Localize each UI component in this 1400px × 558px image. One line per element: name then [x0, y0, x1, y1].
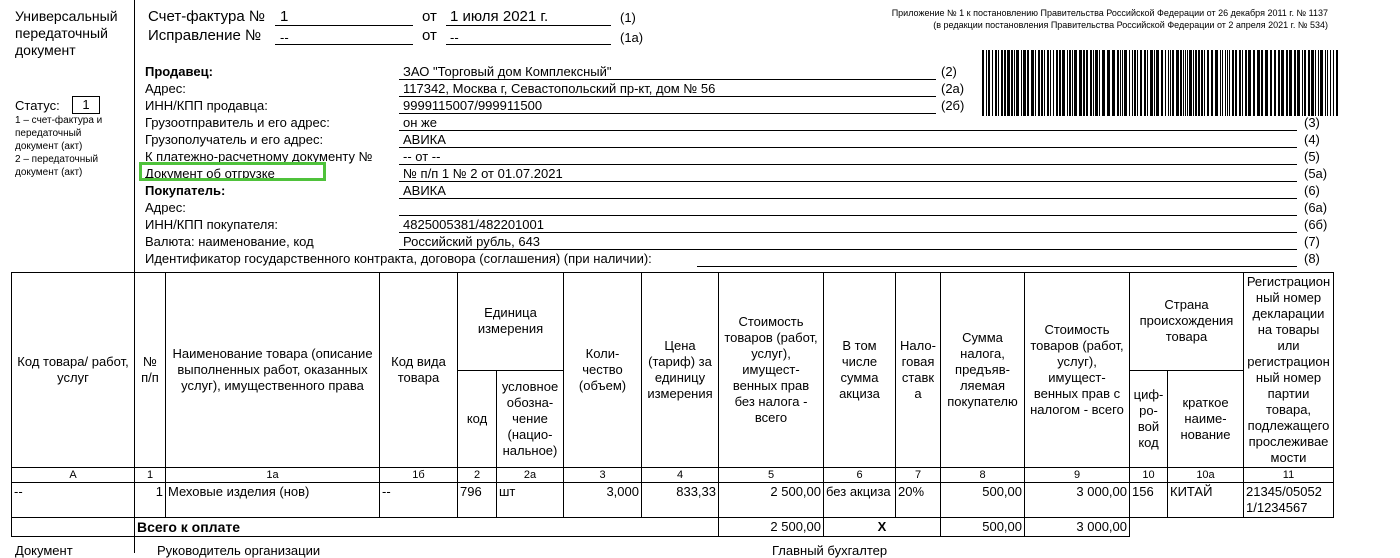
header-cost-with-tax: Стоимость товаров (работ, услуг), имущест-венных прав с налогом - всего [1025, 273, 1130, 468]
requisite-code: (6б) [1304, 217, 1328, 232]
header-excise: В том числе сумма акциза [824, 273, 896, 468]
correction-number[interactable]: -- [280, 30, 289, 45]
doc-type-line: передаточный [15, 25, 108, 41]
footer-accountant-label: Главный бухгалтер [772, 543, 888, 558]
invoice-code: (1) [620, 10, 636, 25]
cell-price: 833,33 [642, 483, 719, 518]
total-cost-no-tax: 2 500,00 [719, 518, 824, 537]
col-number: 2а [497, 468, 564, 483]
col-number: 1б [380, 468, 458, 483]
requisite-value[interactable]: АВИКА [403, 132, 446, 147]
col-number: 3 [564, 468, 642, 483]
requisite-code: (2а) [941, 81, 965, 96]
requisite-label: ИНН/КПП продавца: [145, 98, 268, 113]
header-tax-rate: Нало-говая ставк а [896, 273, 941, 468]
requisite-label: Валюта: наименование, код [145, 234, 314, 249]
header-price: Цена (тариф) за единицу измерения [642, 273, 719, 468]
status-note: 1 – счет-фактура и [15, 115, 103, 126]
cell-quantity: 3,000 [564, 483, 642, 518]
doc-type-line: Универсальный [15, 8, 118, 24]
col-number: 10а [1168, 468, 1244, 483]
header-country-name: краткое наиме-нование [1168, 370, 1244, 468]
requisite-label: Документ об отгрузке [145, 166, 275, 181]
header-unit-name: условное обозна-чение (нацио-нальное) [497, 370, 564, 468]
total-cost-with-tax: 3 000,00 [1025, 518, 1130, 537]
col-number: 11 [1244, 468, 1334, 483]
shipment-document-highlight [139, 162, 326, 181]
status-label: Статус: [15, 98, 60, 113]
header-product-kind: Код вида товара [380, 273, 458, 468]
status-value[interactable]: 1 [72, 96, 100, 114]
cell-product-kind: -- [380, 483, 458, 518]
appendix-line: (в редакции постановления Правительства Российской Федерации от 2 апреля 2021 г. № 534) [933, 20, 1328, 30]
invoice-date[interactable]: 1 июля 2021 г. [450, 8, 549, 25]
col-number: 10 [1130, 468, 1168, 483]
header-cost-no-tax: Стоимость товаров (работ, услуг), имущест-венных прав без налога - всего [719, 273, 824, 468]
cell-country-code: 156 [1130, 483, 1168, 518]
cell-unit-code: 796 [458, 483, 497, 518]
requisite-value[interactable]: ЗАО "Торговый дом Комплексный" [403, 64, 612, 79]
cell-product-code: -- [12, 483, 135, 518]
requisite-value[interactable]: № п/п 1 № 2 от 01.07.2021 [403, 166, 563, 181]
header-unit-code: код [458, 370, 497, 468]
correction-code: (1а) [620, 30, 644, 45]
correction-from-label: от [422, 27, 437, 44]
cell-tax-rate: 20% [896, 483, 941, 518]
barcode-image [982, 50, 1338, 116]
status-note: 2 – передаточный [15, 154, 99, 165]
col-number: 4 [642, 468, 719, 483]
requisite-code: (6а) [1304, 200, 1328, 215]
requisite-value[interactable]: АВИКА [403, 183, 446, 198]
col-number: 8 [941, 468, 1025, 483]
cell-tax-amount: 500,00 [941, 483, 1025, 518]
footer-head-label: Руководитель организации [157, 543, 321, 558]
status-note: документ (акт) [15, 167, 83, 178]
requisite-label: Покупатель: [145, 183, 226, 198]
header-product-name: Наименование товара (описание выполненных работ, оказанных услуг), имущественного права [166, 273, 380, 468]
col-number: 5 [719, 468, 824, 483]
col-number: 1 [135, 468, 166, 483]
footer-document-label: Документ [15, 543, 73, 558]
column-numbers-row [12, 468, 1334, 483]
col-number: 9 [1025, 468, 1130, 483]
col-number: 7 [896, 468, 941, 483]
requisite-label: Грузоотправитель и его адрес: [145, 115, 330, 130]
requisite-value[interactable]: 9999115007/999911500 [403, 98, 543, 113]
col-number: 6 [824, 468, 896, 483]
requisite-label: Адрес: [145, 81, 186, 96]
cell-product-name: Меховые изделия (нов) [166, 483, 380, 518]
requisite-label: Идентификатор государственного контракта, договора (соглашения) (при наличии): [145, 251, 652, 266]
requisite-code: (6) [1304, 183, 1320, 198]
header-country: Страна происхождения товара [1130, 273, 1244, 371]
table-row [12, 483, 1334, 518]
header-registration-number: Регистрацион ный номер декларации на товары или регистрацион ный номер партии товара, подлежащего прослеживае мости [1244, 273, 1334, 468]
requisite-code: (4) [1304, 132, 1320, 147]
correction-date[interactable]: -- [450, 30, 459, 45]
status-note: передаточный [15, 128, 82, 139]
header-product-code: Код товара/ работ, услуг [12, 273, 135, 468]
requisite-value[interactable]: -- от -- [403, 149, 441, 164]
col-number: 2 [458, 468, 497, 483]
requisite-code: (5а) [1304, 166, 1328, 181]
status-note: документ (акт) [15, 141, 83, 152]
col-number: А [12, 468, 135, 483]
total-tax-amount: 500,00 [941, 518, 1025, 537]
requisite-code: (7) [1304, 234, 1320, 249]
requisite-code: (5) [1304, 149, 1320, 164]
invoice-label: Счет-фактура № [148, 8, 265, 25]
requisite-label: К платежно-расчетному документу № [145, 149, 373, 164]
header-quantity: Коли-чество (объем) [564, 273, 642, 468]
header-country-code: циф-ро-вой код [1130, 370, 1168, 468]
cell-country-name: КИТАЙ [1168, 483, 1244, 518]
doc-type-line: документ [15, 42, 76, 58]
appendix-line: Приложение № 1 к постановлению Правительства Российской Федерации от 26 декабря 2011 г. № 1137 [891, 8, 1328, 18]
goods-table [11, 272, 1334, 537]
cell-cost-no-tax: 2 500,00 [719, 483, 824, 518]
cell-excise: без акциза [824, 483, 896, 518]
correction-label: Исправление № [148, 27, 262, 44]
requisite-code: (8) [1304, 251, 1320, 266]
cell-row-number: 1 [135, 483, 166, 518]
header-tax-amount: Сумма налога, предъяв-ляемая покупателю [941, 273, 1025, 468]
requisite-label: Грузополучатель и его адрес: [145, 132, 324, 147]
requisite-value[interactable]: Российский рубль, 643 [403, 234, 541, 249]
requisite-code: (2б) [941, 98, 965, 113]
requisite-label: ИНН/КПП покупателя: [145, 217, 279, 232]
cell-registration-number: 21345/050521/1234567 [1244, 483, 1334, 518]
total-row [12, 518, 1334, 537]
requisite-code: (2) [941, 64, 957, 79]
total-excise: X [824, 518, 941, 537]
header-row-number: № п/п [135, 273, 166, 468]
requisite-label: Продавец: [145, 64, 213, 79]
requisite-value[interactable]: 117342, Москва г, Севастопольский пр-кт, дом № 56 [403, 81, 716, 96]
header-unit: Единица измерения [458, 273, 564, 371]
requisite-value[interactable]: 4825005381/482201001 [403, 217, 544, 232]
total-label: Всего к оплате [135, 518, 719, 537]
cell-unit-name: шт [497, 483, 564, 518]
cell-cost-with-tax: 3 000,00 [1025, 483, 1130, 518]
invoice-number[interactable]: 1 [280, 8, 289, 25]
col-number: 1а [166, 468, 380, 483]
requisite-code: (3) [1304, 115, 1320, 130]
invoice-from-label: от [422, 8, 437, 25]
requisite-value[interactable]: он же [403, 115, 437, 130]
requisite-label: Адрес: [145, 200, 186, 215]
